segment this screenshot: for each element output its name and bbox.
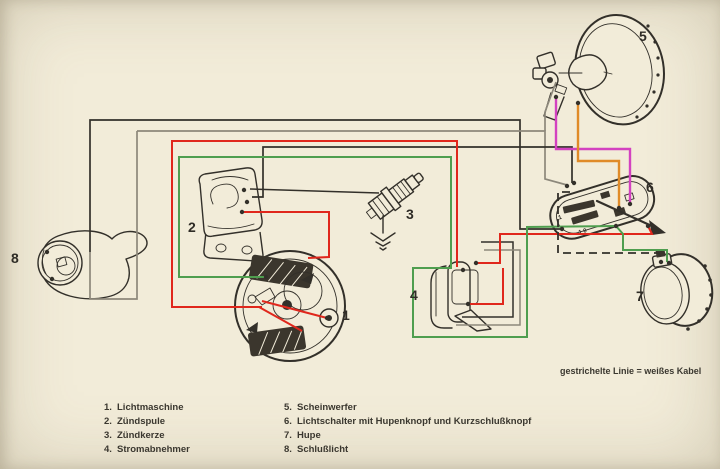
legend-item-label: Zündkerze <box>117 430 165 441</box>
terminal-dot <box>45 250 49 254</box>
legend-column-2 <box>284 401 531 457</box>
dashed-line-note: gestrichelte Linie = weißes Kabel <box>560 366 702 376</box>
terminal-dot <box>264 275 268 279</box>
current-pickup-sketch <box>431 262 491 331</box>
terminal-dot <box>466 302 470 306</box>
legend-item <box>284 401 531 415</box>
component-number-4: 4 <box>410 287 418 303</box>
terminal-dot <box>474 261 478 265</box>
legend-item <box>284 429 531 443</box>
spark-plug-sketch <box>362 166 429 250</box>
terminal-dot <box>572 181 576 185</box>
component-number-3: 3 <box>406 206 414 222</box>
legend-item-number: 1. <box>104 402 112 413</box>
svg-text:1 0: 1 0 <box>577 228 588 237</box>
wire-black-taillight-to-switch <box>90 120 562 252</box>
terminal-dot <box>659 260 663 264</box>
component-number-5: 5 <box>639 28 647 44</box>
terminal-dot <box>614 224 618 228</box>
terminal-dot <box>242 188 246 192</box>
terminal-dot <box>628 202 632 206</box>
terminal-dot <box>240 210 244 214</box>
legend-item-label: Schlußlicht <box>297 444 349 455</box>
svg-text:1: 1 <box>557 214 563 222</box>
terminal-dot <box>554 95 558 99</box>
legend-item-label: Stromabnehmer <box>117 444 190 455</box>
legend-item-number: 2. <box>104 416 112 427</box>
legend-item-number: 7. <box>284 430 292 441</box>
legend-item <box>284 415 531 429</box>
component-number-6: 6 <box>646 179 654 195</box>
component-number-1: 1 <box>342 307 350 323</box>
terminal-dot <box>667 261 671 265</box>
legend-item <box>104 429 190 443</box>
legend-item <box>104 401 190 415</box>
legend-item-number: 5. <box>284 402 292 413</box>
taillight-sketch <box>38 231 147 299</box>
legend-item-number: 6. <box>284 416 292 427</box>
legend-item <box>104 415 190 429</box>
component-number-8: 8 <box>11 250 19 266</box>
wire-black-coil-to-plug <box>250 189 379 193</box>
legend-item <box>284 443 531 457</box>
terminal-dot <box>461 268 465 272</box>
legend-item-label: Hupe <box>297 430 321 441</box>
component-number-2: 2 <box>188 219 196 235</box>
legend-column-1 <box>104 401 190 457</box>
terminal-dot <box>245 200 249 204</box>
terminal-dot <box>617 206 621 210</box>
legend-item-number: 8. <box>284 444 292 455</box>
terminal-dot <box>576 101 580 105</box>
horn-sketch <box>637 249 718 331</box>
terminal-dot <box>325 316 329 320</box>
ignition-coil-sketch <box>199 168 263 261</box>
legend-item-number: 4. <box>104 444 112 455</box>
legend-item <box>104 443 190 457</box>
component-number-7: 7 <box>636 288 644 304</box>
legend-item-number: 3. <box>104 430 112 441</box>
legend-item-label: Lichtschalter mit Hupenknopf und Kurzschlußknopf <box>297 416 532 427</box>
legend-item-label: Lichtmaschine <box>117 402 184 413</box>
terminal-dot <box>565 184 569 188</box>
terminal-dot <box>50 277 54 281</box>
terminal-dot <box>646 224 650 228</box>
wire-red-pickup-inner <box>468 268 503 304</box>
legend-item-label: Scheinwerfer <box>297 402 357 413</box>
wire-gray-headlight-stem <box>545 82 556 131</box>
legend-item-label: Zündspule <box>117 416 166 427</box>
ground-symbol <box>371 216 395 250</box>
terminal-dot <box>560 227 564 231</box>
headlight-sketch <box>533 8 673 132</box>
